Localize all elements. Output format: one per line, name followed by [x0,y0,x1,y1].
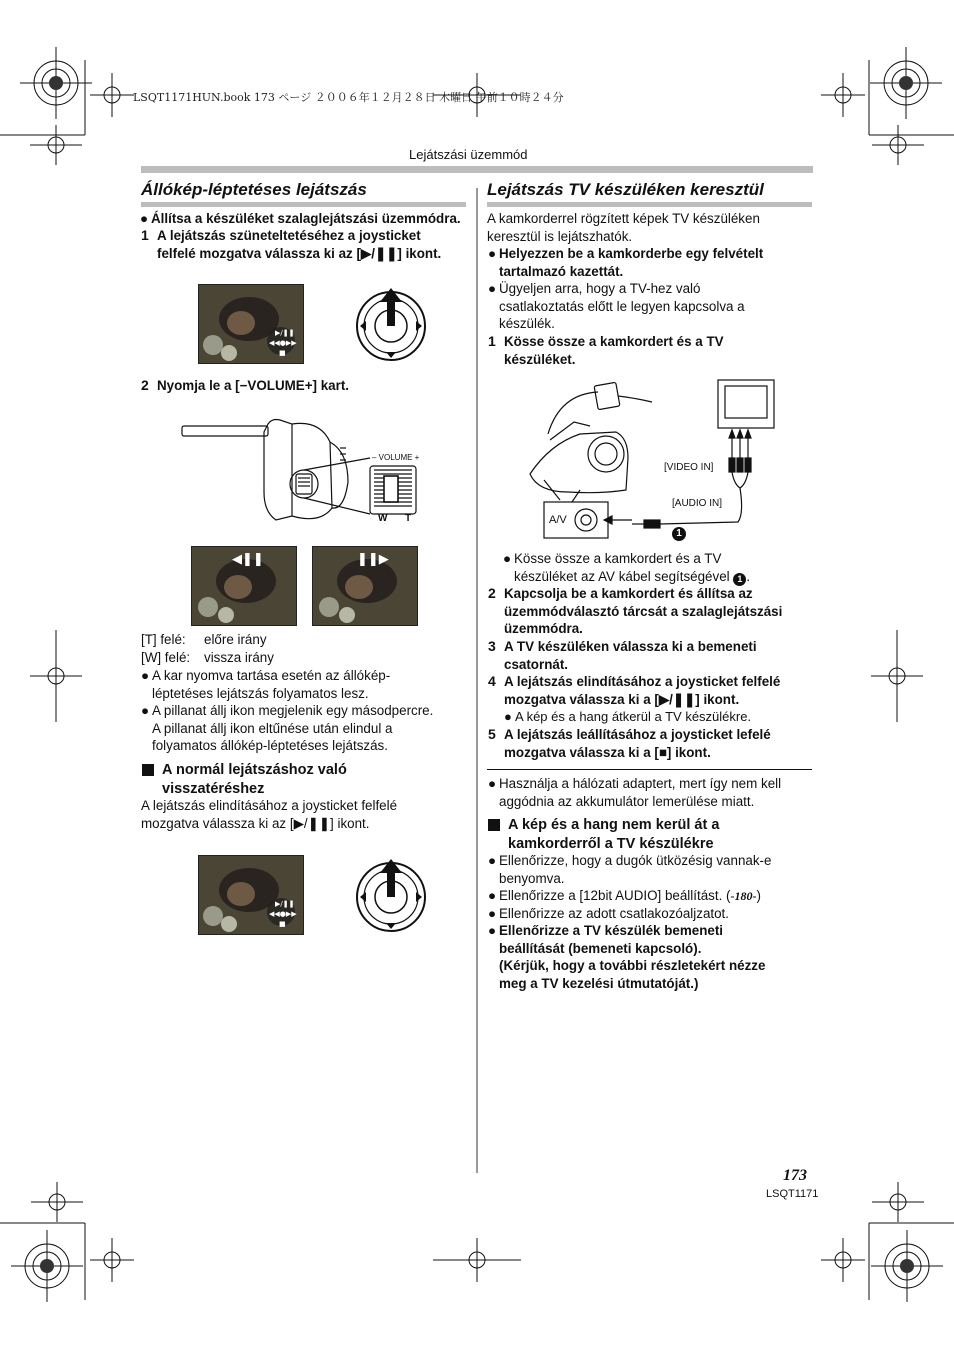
left-intro-bullet: ● Állítsa a készüléket szalaglejátszási üzemmódra. [140,211,461,226]
column-divider [476,188,478,1173]
right-note: ● Használja a hálózati adaptert, mert így nem kell aggódnia az akkumulátor lemerülése miatt. [488,776,782,809]
note-rule [487,769,812,770]
callout-1-inline: 1 [733,573,746,586]
video-in-label: [VIDEO IN] [664,462,714,473]
right-step-4: 4 A lejátszás elindításához a joysticket felfelé mozgatva válassza ki a [▶/❚❚] ikont. [488,673,781,707]
frame-forward-image [312,546,418,626]
right-step-1: 1 Kösse össze a kamkordert és a TV készüléket. [488,333,724,367]
t-label: T [405,513,412,524]
check-tv-input: ● Ellenőrizze a TV készülék bemeneti beállítását (bemeneti kapcsoló). (Kérjük, hogy a további részletekért nézze meg a TV kezelési útmutatóját.) [488,923,766,991]
svg-text:▶/❚❚: ▶/❚❚ [275,900,295,908]
playback-screen-image [198,284,304,364]
left-bullet-pause: ● A pillanat állj ikon megjelenik egy másodpercre. A pillanat állj ikon eltűnése után elindul a folyamatos állókép-léptetéses lejátszás. [141,703,434,754]
check-audio: ● Ellenőrizze a [12bit AUDIO] beállítást. (-180-) [488,888,761,903]
right-title: Lejátszás TV készüléken keresztül [487,180,764,199]
svg-text:❚❚▶: ❚❚▶ [357,552,389,567]
right-subheading: A kép és a hang nem kerül át a kamkorderről a TV készülékre [508,816,719,854]
right-step-1-bullet: ● Kösse össze a kamkordert és a TV készüléket az AV kábel segítségével 1 . [503,551,751,584]
check-plugs: ● Ellenőrizze, hogy a dugók ütközésig vannak-e benyomva. [488,853,772,886]
left-subheading: A normál lejátszáshoz való visszatéréshez [162,761,347,799]
camcorder-volume-lever-illustration [180,412,430,530]
left-title-rule [141,202,466,207]
playback-screen-image-2 [198,855,304,935]
left-title: Állókép-léptetéses lejátszás [141,180,367,199]
right-intro: A kamkorderrel rögzített képek TV készüléken keresztül is lejátszhatók. [487,211,760,244]
header-bar [141,166,813,173]
right-bullet-cassette: ● Helyezzen be a kamkorderbe egy felvételt tartalmazó kazettát. [488,246,764,279]
joystick-up-icon [353,286,429,364]
svg-text:▶/❚❚: ▶/❚❚ [275,329,295,337]
right-bullet-power-off: ● Ügyeljen arra, hogy a TV-hez való csatlakoztatás előtt le legyen kapcsolva a készülék. [488,281,745,332]
svg-text:◀❚❚: ◀❚❚ [232,552,264,567]
svg-text:■: ■ [279,920,286,928]
left-step-2: 2 Nyomja le a [−VOLUME+] kart. [141,377,349,393]
dir-w-key: [W] felé: [141,650,191,665]
joystick-up-icon-2 [353,857,429,935]
right-title-rule [487,202,812,207]
page-number: 173 [783,1167,807,1184]
right-step-5: 5 A lejátszás leállításához a joysticket lefelé mozgatva válassza ki a [■] ikont. [488,726,771,760]
frame-back-image [191,546,297,626]
left-step-1: 1 A lejátszás szüneteltetéséhez a joysticket felfelé mozgatva válassza ki az [▶/❚❚] ikont. [141,227,442,261]
volume-label: – VOLUME + [372,453,420,462]
check-socket: ● Ellenőrizze az adott csatlakozóaljzatot. [488,906,729,921]
right-step-3: 3 A TV készüléken válassza ki a bemeneti csatornát. [488,638,757,672]
dir-w-val: vissza irány [204,650,274,665]
left-bullet-hold: ● A kar nyomva tartása esetén az állókép- léptetéses lejátszás folyamatos lesz. [141,668,391,701]
right-step-2: 2 Kapcsolja be a kamkordert és állítsa az üzemmódválasztó tárcsát a szalaglejátszási üzemmódra. [488,585,783,637]
left-sub-text: A lejátszás elindításához a joysticket felfelé mozgatva válassza ki az [▶/❚❚] ikont. [141,798,398,831]
w-label: W [378,513,388,524]
print-header: LSQT1171HUN.book 173 ページ ２００６年１２月２８日 木曜日 午前１０時２４分 [133,91,564,104]
audio-in-label: [AUDIO IN] [672,498,723,509]
dir-t-val: előre irány [204,632,267,647]
section-label: Lejátszási üzemmód [409,147,528,162]
svg-text:◀◀●▶▶: ◀◀●▶▶ [269,339,297,347]
svg-text:◀◀●▶▶: ◀◀●▶▶ [269,910,297,918]
svg-text:■: ■ [279,349,286,357]
callout-1-badge: 1 [672,527,686,541]
av-jack-label: A/V [549,514,567,526]
right-step-4-bullet: ● A kép és a hang átkerül a TV készülékre. [504,709,752,724]
model-code: LSQT1171 [766,1188,819,1200]
dir-t-key: [T] felé: [141,632,186,647]
